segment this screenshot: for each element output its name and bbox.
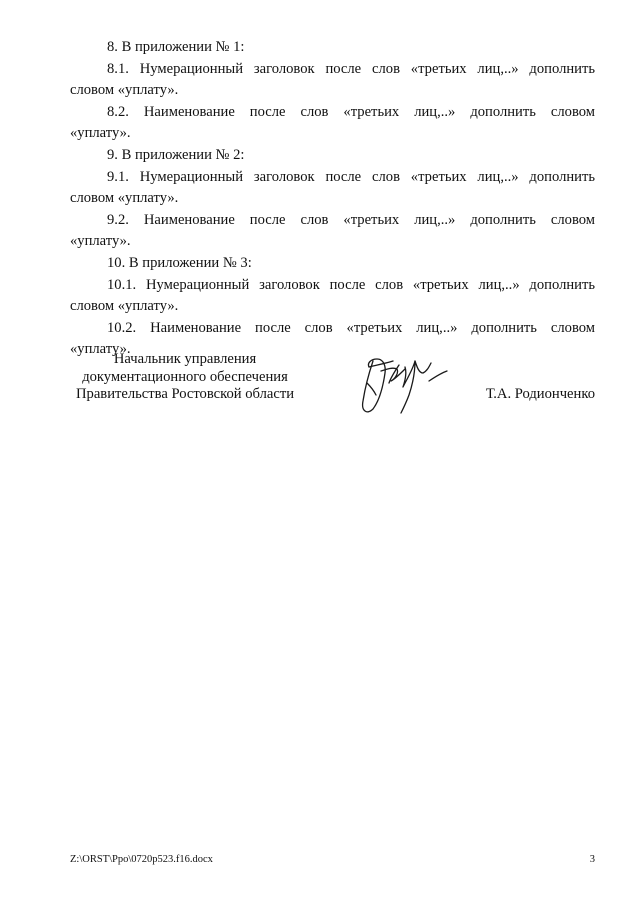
paragraph: 9. В приложении № 2: <box>107 146 245 163</box>
paragraph: «уплату». <box>70 341 131 358</box>
paragraph: 8.2. Наименование после слов «третьих лиц,..» дополнить словом <box>107 103 595 120</box>
handwritten-signature <box>343 343 453 423</box>
signatory-name: Т.А. Родионченко <box>485 386 595 402</box>
paragraph: «уплату». <box>70 233 131 250</box>
paragraph: 8.1. Нумерационный заголовок после слов «третьих лиц,..» дополнить <box>107 60 595 77</box>
paragraph: словом «уплату». <box>70 82 179 99</box>
paragraph: 10. В приложении № 3: <box>107 254 252 271</box>
signatory-title-line: документационного обеспечения <box>82 368 288 385</box>
paragraph: 8. В приложении № 1: <box>107 39 245 55</box>
paragraph: 9.1. Нумерационный заголовок после слов «третьих лиц,..» дополнить <box>107 168 595 185</box>
signatory-title <box>70 351 300 404</box>
page-number: 3 <box>589 854 595 865</box>
paragraph: словом «уплату». <box>70 190 179 207</box>
signatory-title-line: Начальник управления <box>113 351 257 367</box>
paragraph: 9.2. Наименование после слов «третьих лиц,..» дополнить словом <box>107 211 595 228</box>
paragraph: 10.1. Нумерационный заголовок после слов «третьих лиц,..» дополнить <box>107 276 595 293</box>
signatory-title-line: Правительства Ростовской области <box>75 386 295 402</box>
file-path: Z:\ORST\Ppo\0720p523.f16.docx <box>70 854 213 865</box>
document-body <box>70 37 595 361</box>
paragraph: 10.2. Наименование после слов «третьих лиц,..» дополнить словом <box>107 319 595 336</box>
paragraph: словом «уплату». <box>70 298 179 315</box>
paragraph: «уплату». <box>70 125 131 142</box>
signature-block <box>70 351 595 431</box>
